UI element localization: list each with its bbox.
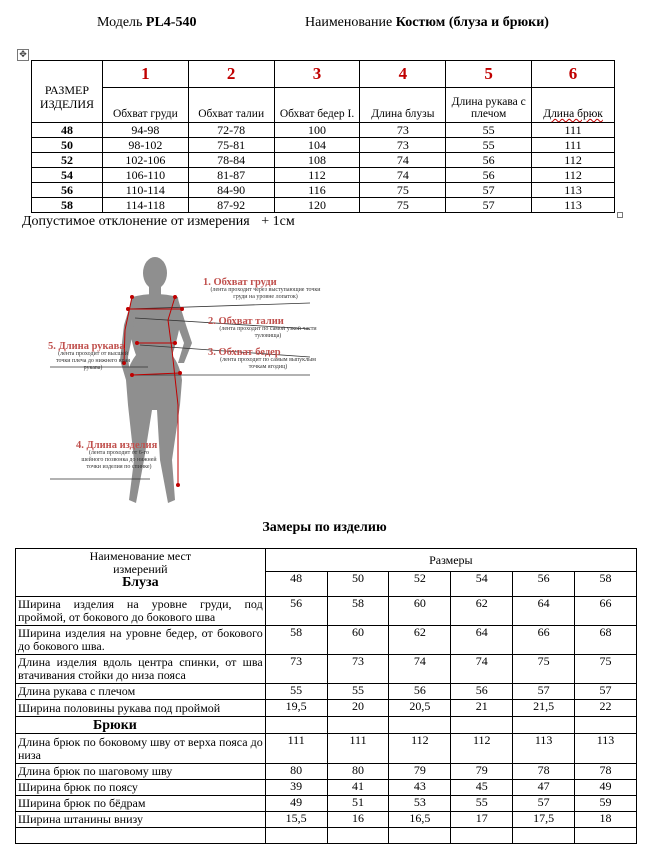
measurement-value: 55: [451, 796, 513, 812]
size-value-cell: 73: [360, 138, 446, 153]
size-column-header: 48: [265, 572, 327, 597]
size-value-cell: 116: [274, 183, 360, 198]
size-row: [32, 123, 615, 138]
measurement-name: Ширина штанины внизу: [16, 812, 266, 828]
size-column-header: 56: [513, 572, 575, 597]
name-header: Наименование мест измерений: [89, 549, 192, 576]
measurement-value: 49: [575, 780, 637, 796]
measurement-value: 113: [575, 734, 637, 764]
measurement-name: Ширина брюк по бёдрам: [16, 796, 266, 812]
measurement-name: Длина брюк по шаговому шву: [16, 764, 266, 780]
model-line: [97, 15, 196, 31]
col-label-chest: Обхват груди: [102, 88, 188, 123]
col-label-blouse-length: Длина блузы: [360, 88, 446, 123]
measurement-value: 15,5: [265, 812, 327, 828]
measurement-value: 112: [389, 734, 451, 764]
measurement-value: 62: [389, 626, 451, 655]
table-move-handle-icon[interactable]: ✥: [17, 49, 29, 61]
product-name: Костюм (блуза и брюки): [395, 15, 549, 30]
blouse-row: [16, 655, 637, 684]
measurement-value: 57: [575, 684, 637, 700]
measurement-value: 111: [265, 734, 327, 764]
size-value-cell: 112: [274, 168, 360, 183]
tolerance-line: [22, 214, 295, 230]
measurement-value: 68: [575, 626, 637, 655]
measurement-value: 60: [389, 597, 451, 626]
size-value-cell: 57: [446, 198, 532, 213]
measurement-value: 78: [513, 764, 575, 780]
pants-length-label: Длина брюк: [543, 108, 603, 120]
size-value-cell: 57: [446, 183, 532, 198]
measurement-value: 66: [575, 597, 637, 626]
measurements-table: [15, 548, 637, 844]
measurement-value: 41: [327, 780, 389, 796]
size-cell: 52: [32, 153, 103, 168]
measurement-value: 57: [513, 796, 575, 812]
size-value-cell: 113: [532, 183, 615, 198]
measurement-name: Ширина изделия на уровне груди, под проймой, от бокового до бокового шва: [16, 597, 266, 626]
size-value-cell: 73: [360, 123, 446, 138]
blouse-title: Блуза: [122, 575, 159, 590]
measurement-value: 58: [265, 626, 327, 655]
pants-title: Брюки: [16, 717, 266, 734]
measurement-name: Длина брюк по боковому шву от верха пояса до низа: [16, 734, 266, 764]
size-value-cell: 74: [360, 168, 446, 183]
measurement-value: 56: [265, 597, 327, 626]
product-name-label: Наименование: [305, 15, 393, 30]
measurement-value: 79: [451, 764, 513, 780]
size-cell: 54: [32, 168, 103, 183]
size-column-header: 50: [327, 572, 389, 597]
size-row: [32, 138, 615, 153]
label-waist-title: 2. Обхват талии: [208, 316, 284, 327]
measurement-name: Длина рукава с плечом: [16, 684, 266, 700]
col-number-1: 1: [102, 61, 188, 88]
measurement-value: 19,5: [265, 700, 327, 717]
size-cell: 48: [32, 123, 103, 138]
measurement-value: 75: [575, 655, 637, 684]
size-row: [32, 153, 615, 168]
size-value-cell: 75-81: [188, 138, 274, 153]
measurement-value: 75: [513, 655, 575, 684]
measurement-value: 73: [265, 655, 327, 684]
measurement-value: 20,5: [389, 700, 451, 717]
measurement-value: 73: [327, 655, 389, 684]
model-code: PL4-540: [145, 15, 197, 30]
label-hips-title: 3. Обхват бедер: [208, 347, 281, 358]
label-hips-note: (лента проходит по самым выпуклым точкам ягодиц): [220, 357, 316, 370]
size-value-cell: 113: [532, 198, 615, 213]
size-table: [31, 60, 615, 213]
size-cell: 58: [32, 198, 103, 213]
blouse-row: [16, 626, 637, 655]
size-cell: 50: [32, 138, 103, 153]
measurement-value: 55: [327, 684, 389, 700]
measurement-value: 47: [513, 780, 575, 796]
size-value-cell: 110-114: [102, 183, 188, 198]
measurement-value: 80: [327, 764, 389, 780]
size-value-cell: 75: [360, 183, 446, 198]
size-value-cell: 111: [532, 138, 615, 153]
col-number-3: 3: [274, 61, 360, 88]
measurement-value: 113: [513, 734, 575, 764]
size-value-cell: 56: [446, 153, 532, 168]
size-value-cell: 104: [274, 138, 360, 153]
size-row: [32, 183, 615, 198]
measurement-value: 18: [575, 812, 637, 828]
product-name-line: [305, 15, 549, 31]
measurement-value: 17,5: [513, 812, 575, 828]
size-value-cell: 100: [274, 123, 360, 138]
measurement-value: 21: [451, 700, 513, 717]
pants-row: [16, 764, 637, 780]
measurement-name: Ширина изделия на уровне бедер, от бокового до бокового шва.: [16, 626, 266, 655]
measurement-value: 55: [265, 684, 327, 700]
size-value-cell: 94-98: [102, 123, 188, 138]
blouse-row: [16, 597, 637, 626]
measurement-value: 20: [327, 700, 389, 717]
size-value-cell: 111: [532, 123, 615, 138]
measurement-value: 66: [513, 626, 575, 655]
measurement-value: 112: [451, 734, 513, 764]
size-value-cell: 106-110: [102, 168, 188, 183]
tolerance-value: + 1см: [261, 214, 295, 229]
label-length-title: 4. Длина изделия: [76, 440, 158, 451]
size-column-header: 58: [575, 572, 637, 597]
size-value-cell: 112: [532, 168, 615, 183]
size-value-cell: 112: [532, 153, 615, 168]
measurement-name: Длина изделия вдоль центра спинки, от шва втачивания стойки до низа пояса: [16, 655, 266, 684]
pants-row: [16, 796, 637, 812]
name-header-cell: [16, 549, 266, 597]
blouse-row: [16, 684, 637, 700]
measurement-value: 57: [513, 684, 575, 700]
table-resize-handle[interactable]: [617, 212, 623, 218]
measurement-value: 60: [327, 626, 389, 655]
col-label-hips: Обхват бедер I.: [274, 88, 360, 123]
measurement-value: 51: [327, 796, 389, 812]
measurement-value: 64: [513, 597, 575, 626]
measurement-value: 111: [327, 734, 389, 764]
size-value-cell: 98-102: [102, 138, 188, 153]
size-value-cell: 55: [446, 138, 532, 153]
pants-row: [16, 734, 637, 764]
sizes-header: Размеры: [265, 549, 636, 572]
measurement-value: 59: [575, 796, 637, 812]
measurement-value: 22: [575, 700, 637, 717]
measurement-value: 21,5: [513, 700, 575, 717]
measurement-value: 74: [451, 655, 513, 684]
size-value-cell: 87-92: [188, 198, 274, 213]
size-value-cell: 102-106: [102, 153, 188, 168]
measurement-value: 16: [327, 812, 389, 828]
measurement-name: Ширина половины рукава под проймой: [16, 700, 266, 717]
measurement-name: Ширина брюк по поясу: [16, 780, 266, 796]
col-number-5: 5: [446, 61, 532, 88]
label-chest-note: (лента проходит через выступающие точки груди на уровне лопаток): [210, 287, 321, 300]
measurement-value: 80: [265, 764, 327, 780]
size-value-cell: 108: [274, 153, 360, 168]
measurement-figure: [40, 245, 330, 515]
size-value-cell: 120: [274, 198, 360, 213]
size-value-cell: 74: [360, 153, 446, 168]
size-value-cell: 78-84: [188, 153, 274, 168]
size-value-cell: 81-87: [188, 168, 274, 183]
size-row: [32, 168, 615, 183]
measurement-value: 58: [327, 597, 389, 626]
col-number-6: 6: [532, 61, 615, 88]
size-value-cell: 114-118: [102, 198, 188, 213]
size-value-cell: 84-90: [188, 183, 274, 198]
measure-section-title: Замеры по изделию: [262, 520, 387, 535]
measurement-value: 45: [451, 780, 513, 796]
size-value-cell: 55: [446, 123, 532, 138]
size-value-cell: 72-78: [188, 123, 274, 138]
measurement-value: 43: [389, 780, 451, 796]
label-sleeve-title: 5. Длина рукава: [48, 341, 125, 352]
tolerance-text: Допустимое отклонение от измерения: [22, 214, 250, 229]
size-value-cell: 75: [360, 198, 446, 213]
model-label: Модель: [97, 15, 143, 30]
blouse-row: [16, 700, 637, 717]
measurement-value: 78: [575, 764, 637, 780]
label-sleeve-note: (лента проходит от высшей точки плеча до нижнего края рукава): [55, 351, 131, 371]
measurement-value: 53: [389, 796, 451, 812]
col-label-waist: Обхват талии: [188, 88, 274, 123]
col-label-pants-length: [532, 88, 615, 123]
pants-row: [16, 812, 637, 828]
measurement-value: 16,5: [389, 812, 451, 828]
measurement-value: 74: [389, 655, 451, 684]
size-header: РАЗМЕР ИЗДЕЛИЯ: [32, 61, 103, 123]
size-value-cell: 56: [446, 168, 532, 183]
col-number-4: 4: [360, 61, 446, 88]
size-column-header: 52: [389, 572, 451, 597]
measurement-value: 79: [389, 764, 451, 780]
measurement-value: 17: [451, 812, 513, 828]
pants-row: [16, 780, 637, 796]
measurement-value: 49: [265, 796, 327, 812]
col-label-sleeve-length: Длина рукава с плечом: [446, 88, 532, 123]
col-number-2: 2: [188, 61, 274, 88]
size-column-header: 54: [451, 572, 513, 597]
measurement-value: 62: [451, 597, 513, 626]
measurement-value: 56: [451, 684, 513, 700]
measurement-value: 39: [265, 780, 327, 796]
size-row: [32, 198, 615, 213]
label-chest-title: 1. Обхват груди: [203, 277, 277, 288]
measurement-value: 56: [389, 684, 451, 700]
size-cell: 56: [32, 183, 103, 198]
label-waist-note: (лента проходит по самой узкой части туловища): [219, 326, 317, 339]
label-length-note: (лента проходит от 6-го шейного позвонка до нижней точки изделия по спинке): [81, 450, 157, 470]
measurement-value: 64: [451, 626, 513, 655]
